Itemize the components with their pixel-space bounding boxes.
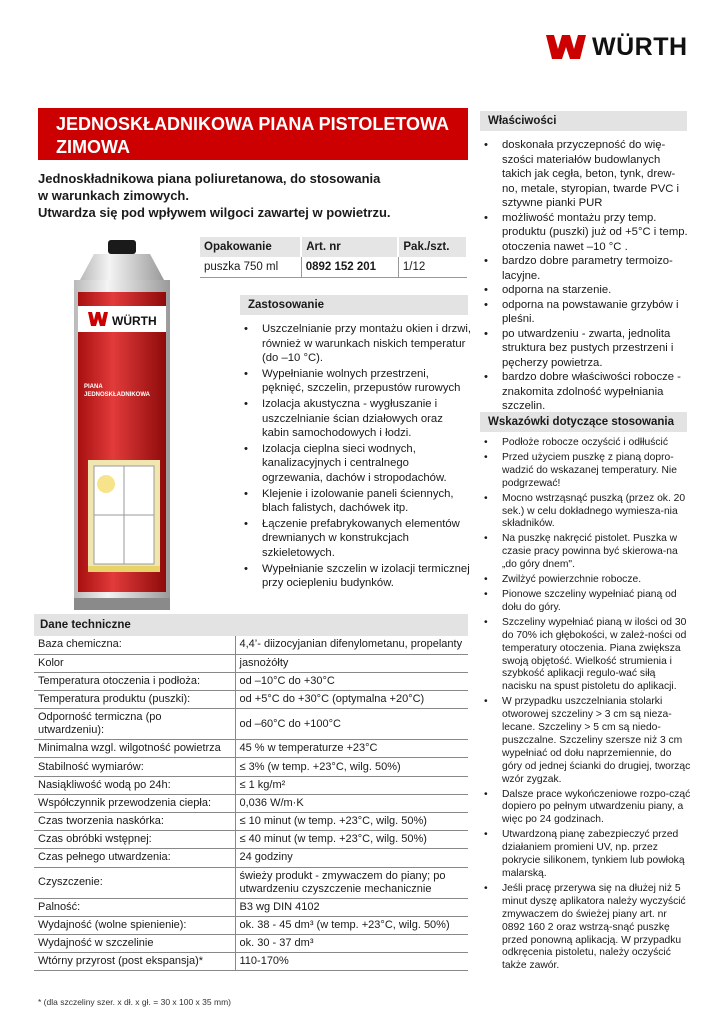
intro-line: Jednoskładnikowa piana poliuretanowa, do stosowania — [38, 171, 381, 186]
table-row — [34, 776, 468, 794]
table-row — [34, 934, 468, 952]
technical-data-table — [34, 614, 468, 971]
table-row — [34, 813, 468, 831]
tech-param-name: Czas obróbki wstępnej: — [34, 831, 235, 849]
tech-param-name: Minimalna wzgl. wilgotność powietrza — [34, 740, 235, 758]
product-title — [38, 108, 468, 160]
tech-param-value: 0,036 W/m·K — [235, 794, 468, 812]
tech-param-value: świeży produkt - zmywaczem do piany; po utwardzeniu czyszczenie mechanicznie — [235, 867, 468, 898]
tech-param-value: ok. 30 - 37 dm³ — [235, 934, 468, 952]
intro-text — [38, 170, 468, 221]
table-row — [34, 867, 468, 898]
list-item: • Izolacja akustyczna - wygłuszanie i uszczelnianie ścian działowych oraz kabin samochodowych i łodzi. — [240, 397, 472, 441]
tech-param-value: od –10°C do +30°C — [235, 672, 468, 690]
table-cell: puszka 750 ml — [200, 257, 301, 277]
tech-param-value: 4,4’- diizocyjanian difenylometanu, propelanty — [235, 636, 468, 654]
tech-param-name: Stabilność wymiarów: — [34, 758, 235, 776]
tech-param-name: Temperatura produktu (puszki): — [34, 691, 235, 709]
section-header-dane-techniczne: Dane techniczne — [34, 614, 468, 636]
table-cell: 0892 152 201 — [301, 257, 398, 277]
list-item: • bardzo dobre właściwości robocze - znakomita zdolność wypełniania szczelin. — [480, 370, 690, 414]
tech-param-value: ≤ 1 kg/m² — [235, 776, 468, 794]
list-item: • Pionowe szczeliny wypełniać pianą od dołu do góry. — [480, 589, 692, 615]
table-row — [34, 849, 468, 867]
properties-list — [480, 138, 690, 414]
list-item: • po utwardzeniu - zwarta, jednolita struktura bez pustych przestrzeni i pęcherzy powietrza. — [480, 327, 690, 371]
tech-param-value: ≤ 10 minut (w temp. +23°C, wilg. 50%) — [235, 813, 468, 831]
title-line-1: JEDNOSKŁADNIKOWA PIANA PISTOLETOWA — [56, 114, 450, 134]
table-header: Art. nr — [301, 237, 398, 257]
list-item: • Wypełnianie wolnych przestrzeni, pęknięć, szczelin, przepustów rurowych — [240, 367, 472, 396]
tech-param-value: ≤ 40 minut (w temp. +23°C, wilg. 50%) — [235, 831, 468, 849]
can-brand-text: WÜRTH — [112, 314, 157, 328]
list-item: • Podłoże robocze oczyścić i odłłuścić — [480, 437, 692, 450]
tech-param-name: Wtórny przyrost (post ekspansja)* — [34, 953, 235, 971]
list-item: • Utwardzoną pianę zabezpieczyć przed działaniem promieni UV, np. przez pokrycie silikonem, tynkiem lub powłoką malarską. — [480, 829, 692, 881]
table-row — [34, 672, 468, 690]
list-item: • Łączenie prefabrykowanych elementów drewnianych w konstrukcjach szkieletowych. — [240, 517, 472, 561]
can-label-line-1: PIANA — [84, 384, 103, 390]
list-item: • W przypadku uszczelniania stolarki otworowej szczeliny > 3 cm są nieza-lecane. Szczeliny > 5 cm są niedo-puszczalne. Szczeliny szersze niż 3 cm wypełniać od dołu naprzemiennie, do góry od jednej ścianki do drugiej, tworząc wzór zygzak. — [480, 696, 692, 786]
tech-param-name: Wydajność (wolne spienienie): — [34, 916, 235, 934]
tech-param-value: ≤ 3% (w temp. +23°C, wilg. 50%) — [235, 758, 468, 776]
list-item: • możliwość montażu przy temp. produktu (puszki) już od +5°C i temp. otoczenia nawet –10 °C . — [480, 211, 690, 255]
tech-param-value: jasnożółty — [235, 654, 468, 672]
list-item: • Na puszkę nakręcić pistolet. Puszka w czasie pracy powinna być skierowa-na „do góry dnem". — [480, 533, 692, 572]
tech-param-name: Odporność termiczna (po utwardzeniu): — [34, 709, 235, 740]
table-cell: 1/12 — [398, 257, 467, 277]
table-row — [34, 794, 468, 812]
application-list — [240, 322, 472, 592]
section-header-zastosowanie: Zastosowanie — [240, 295, 468, 315]
table-row — [34, 916, 468, 934]
section-header-wlasciwosci: Właściwości — [480, 111, 687, 131]
tech-param-value: od –60°C do +100°C — [235, 709, 468, 740]
packaging-table — [200, 237, 468, 278]
tech-param-name: Wydajność w szczelinie — [34, 934, 235, 952]
list-item: • Przed użyciem puszkę z pianą dopro-wadzić do wskazanej temperatury. Nie podgrzewać! — [480, 452, 692, 491]
tech-param-value: od +5°C do +30°C (optymalna +20°C) — [235, 691, 468, 709]
intro-line: Utwardza się pod wpływem wilgoci zawartej w powietrzu. — [38, 205, 391, 220]
table-header: Pak./szt. — [398, 237, 467, 257]
tech-param-name: Nasiąkliwość wodą po 24h: — [34, 776, 235, 794]
list-item: • Klejenie i izolowanie paneli ściennych, blach falistych, dachówek itp. — [240, 487, 472, 516]
tech-param-name: Kolor — [34, 654, 235, 672]
tech-param-value: ok. 38 - 45 dm³ (w temp. +23°C, wilg. 50%) — [235, 916, 468, 934]
tech-param-name: Czas pełnego utwardzenia: — [34, 849, 235, 867]
section-header-wskazowki: Wskazówki dotyczące stosowania — [480, 412, 687, 432]
tech-param-name: Temperatura otoczenia i podłoża: — [34, 672, 235, 690]
wurth-emblem-icon — [544, 31, 588, 63]
tech-param-value: 45 % w temperaturze +23°C — [235, 740, 468, 758]
tech-param-value: 24 godziny — [235, 849, 468, 867]
can-label-line-2: JEDNOSKŁADNIKOWA — [84, 392, 151, 398]
table-row — [34, 898, 468, 916]
list-item: • Mocno wstrząsnąć puszką (przez ok. 20 sek.) w celu dokładnego wymiesza-nia składników. — [480, 493, 692, 532]
list-item: • Uszczelnianie przy montażu okien i drzwi, również w warunkach niskich temperatur (do –10 °C). — [240, 322, 472, 366]
table-row — [34, 636, 468, 654]
list-item: • doskonała przyczepność do wię-szości materiałów budowlanych takich jak cegła, beton, tynk, drew-no, metale, styropian, twarde PVC i sztywne pianki PUR — [480, 138, 690, 211]
intro-line: w warunkach zimowych. — [38, 188, 189, 203]
list-item: • Dalsze prace wykończeniowe rozpo-cząć dopiero po pełnym utwardzeniu piany, a więc po 24 godzinach. — [480, 789, 692, 828]
table-row — [34, 740, 468, 758]
usage-tips-list — [480, 437, 692, 975]
foam-can-image — [48, 240, 196, 610]
table-row — [34, 654, 468, 672]
list-item: • odporna na powstawanie grzybów i pleśni. — [480, 298, 690, 327]
table-header: Opakowanie — [200, 237, 301, 257]
tech-table-body — [34, 636, 468, 971]
tech-param-name: Współczynnik przewodzenia ciepła: — [34, 794, 235, 812]
table-row — [34, 953, 468, 971]
title-line-2: ZIMOWA — [56, 137, 130, 157]
list-item: • odporna na starzenie. — [480, 283, 690, 298]
footnote: * (dla szczeliny szer. x dł. x gł. = 30 x 100 x 35 mm) — [38, 997, 231, 1007]
table-row — [34, 709, 468, 740]
tech-param-value: B3 wg DIN 4102 — [235, 898, 468, 916]
brand-name: WÜRTH — [592, 32, 688, 61]
list-item: • Wypełnianie szczelin w izolacji termicznej przy ociepleniu budynków. — [240, 562, 472, 591]
table-row — [34, 831, 468, 849]
list-item: • Zwilżyć powierzchnie robocze. — [480, 574, 692, 587]
tech-param-name: Czas tworzenia naskórka: — [34, 813, 235, 831]
tech-param-name: Baza chemiczna: — [34, 636, 235, 654]
tech-param-value: 110-170% — [235, 953, 468, 971]
tech-param-name: Palność: — [34, 898, 235, 916]
list-item: • bardzo dobre parametry termoizo-lacyjne. — [480, 254, 690, 283]
table-row — [34, 691, 468, 709]
wurth-logo — [544, 30, 689, 64]
list-item: • Szczeliny wypełniać pianą w ilości od 30 do 70% ich głębokości, w zależ-ności od temperatury otoczenia. Piana zwiększa swoją objętość. Wielkość strumienia i szybkość aplikacji regulo-wać siłą nacisku na spust pistoletu do aplikacji. — [480, 617, 692, 694]
list-item: • Izolacja cieplna sieci wodnych, kanalizacyjnych i centralnego ogrzewania, dachów i stropodachów. — [240, 442, 472, 486]
list-item: • Jeśli pracę przerywa się na dłużej niż 5 minut dyszę aplikatora należy wyczyścić zmywaczem do świeżej piany art. nr 0892 160 2 oraz wstrzą-snąć puszkę przed ponowną aplikacją. W przypadku odkręcenia pistoletu, należy oczyścić także zawór. — [480, 883, 692, 973]
table-row — [34, 758, 468, 776]
tech-param-name: Czyszczenie: — [34, 867, 235, 898]
